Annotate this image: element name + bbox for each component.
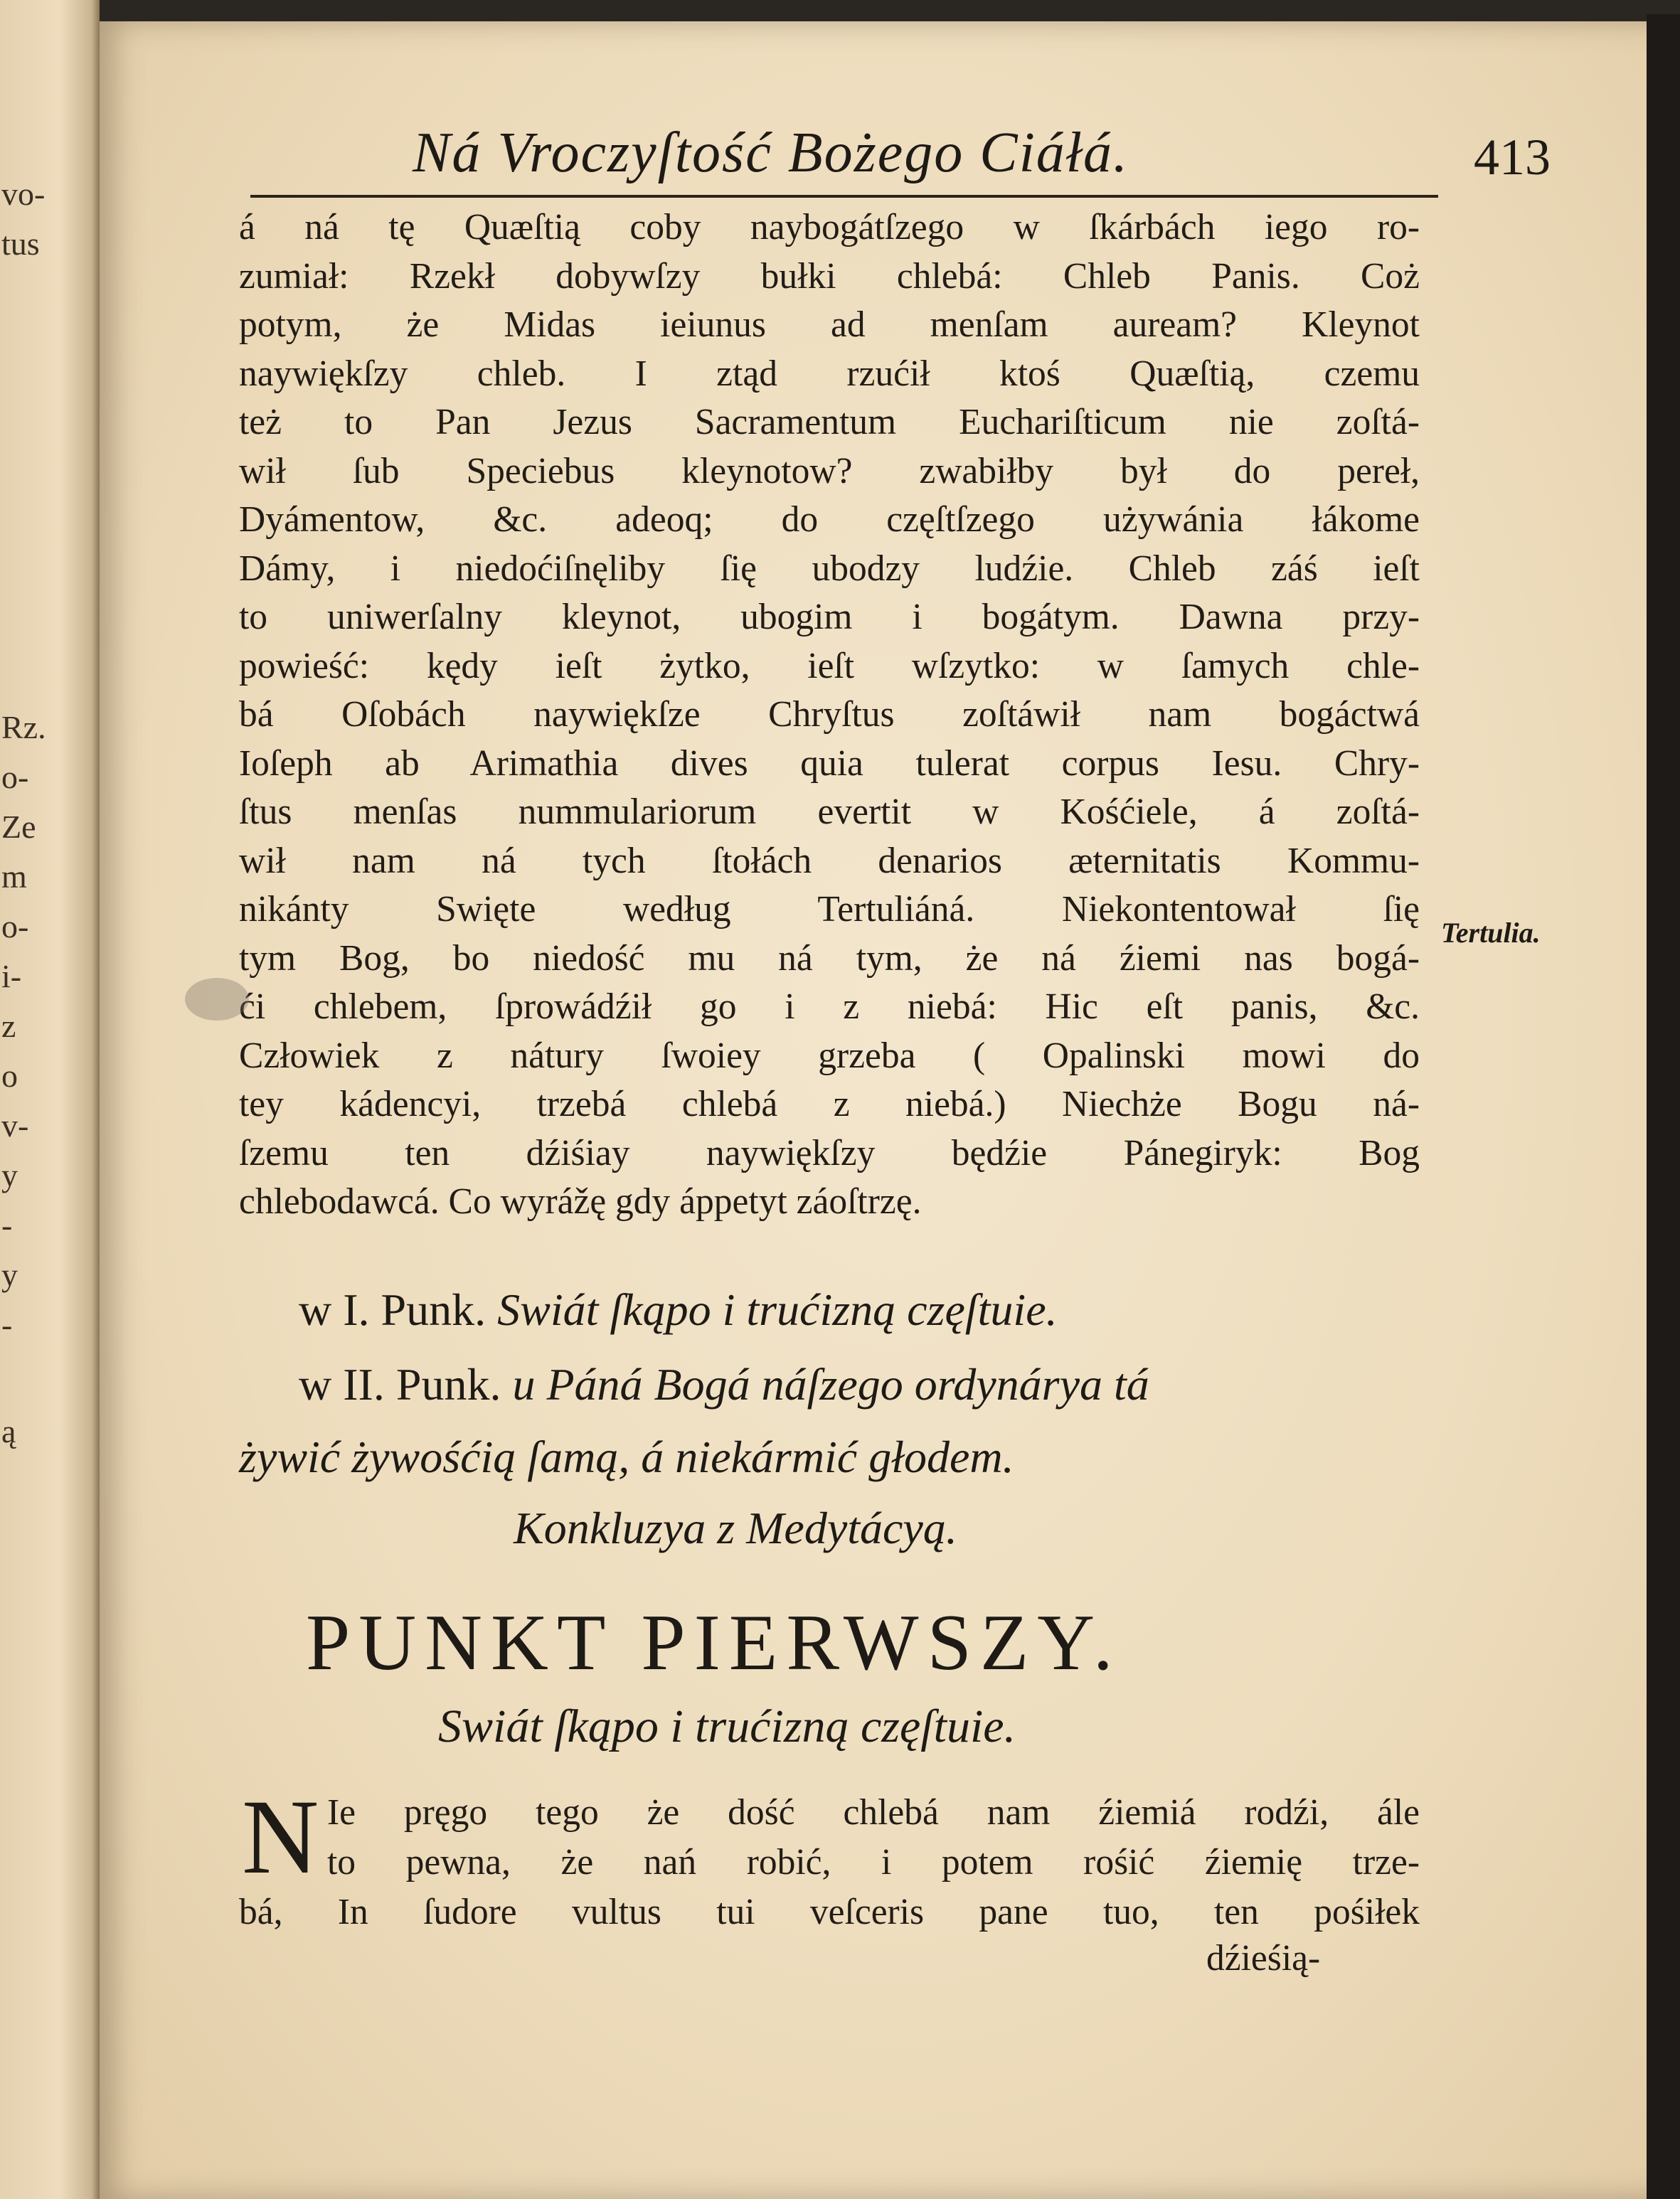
- punkt-line-4: [514, 1502, 957, 1555]
- text-line: bá Oſobách naywiękſze Chryſtus zoſtáwił nam bogáctwá: [239, 694, 1420, 735]
- text-line: Człowiek z nátury ſwoiey grzeba ( Opalinski mowi do: [239, 1035, 1420, 1076]
- margin-fragment: v-: [1, 1107, 29, 1144]
- margin-fragment: o: [1, 1058, 18, 1094]
- punkt-line-prefix: w I. Punk.: [299, 1284, 487, 1335]
- margin-fragment: o-: [1, 908, 29, 944]
- text-line: tey kádencyi, trzebá chlebá z niebá.) Niechże Bogu ná-: [239, 1084, 1420, 1124]
- margin-fragment: ą: [1, 1413, 16, 1449]
- text-line: á ná tę Quæſtią coby naybogátſzego w ſkárbách iego ro-: [239, 207, 1420, 247]
- text-line: powieść: kędy ieſt żytko, ieſt wſzytko: w ſamych chle-: [239, 645, 1420, 686]
- punkt-line-1: [299, 1284, 1058, 1336]
- margin-fragment: z: [1, 1008, 16, 1044]
- punkt-line-text: żywić żywośćią ſamą, á niekármić głodem.: [239, 1432, 1014, 1482]
- text-line: potym, że Midas ieiunus ad menſam auream? Kleynot: [239, 304, 1420, 345]
- margin-fragment: y: [1, 1157, 18, 1193]
- section-subheading: Swiát ſkąpo i trućizną częſtuie.: [438, 1700, 1016, 1752]
- marginal-note: Tertulia.: [1441, 917, 1541, 949]
- punkt-line-text: Swiát ſkąpo i trućizną częſtuie.: [497, 1284, 1058, 1335]
- margin-fragment: i-: [1, 958, 22, 994]
- header-rule: [250, 195, 1438, 198]
- final-paragraph-indented: [327, 1788, 1420, 1887]
- text-line: to pewna, że nań robić, i potem rośić źiemię trze-: [327, 1842, 1420, 1883]
- catchword: dźieśią-: [1206, 1938, 1321, 1979]
- margin-fragment: vo-: [1, 176, 46, 212]
- margin-fragment: m: [1, 858, 27, 895]
- margin-fragment: tus: [1, 225, 40, 262]
- text-line: Dyámentow, &c. adeoq; do częſtſzego używánia łákome: [239, 499, 1420, 540]
- running-header: Ná Vroczyſtość Bożego Ciáłá.: [413, 122, 1129, 184]
- book-edge-shadow: [1647, 14, 1680, 2199]
- text-line: tym Bog, bo niedość mu ná tym, że ná źiemi nas bogá-: [239, 937, 1420, 979]
- margin-fragment: Rz.: [1, 709, 46, 745]
- margin-fragment: o-: [1, 759, 29, 795]
- margin-fragment: -: [1, 1306, 13, 1343]
- margin-fragment: -: [1, 1207, 13, 1243]
- text-line: też to Pan Jezus Sacramentum Euchariſticum nie zoſtá-: [239, 402, 1420, 442]
- text-line: wił ſub Speciebus kleynotow? zwabiłby był do pereł,: [239, 450, 1420, 491]
- text-line: to uniwerſalny kleynot, ubogim i bogátym. Dawna przy-: [239, 597, 1420, 637]
- drop-capital: N: [242, 1778, 319, 1896]
- text-line: zumiał: Rzekł dobywſzy bułki chlebá: Chleb Panis. Coż: [239, 255, 1420, 297]
- text-line: naywiękſzy chleb. I ztąd rzućił ktoś Quæſtią, czemu: [239, 353, 1420, 394]
- text-line: Dámy, i niedoćiſnęliby ſię ubodzy ludźie. Chleb záś ieſt: [239, 548, 1420, 589]
- text-line: Ie pręgo tego że dość chlebá nam źiemiá rodźi, ále: [327, 1792, 1420, 1833]
- punkt-line-2: [299, 1358, 1149, 1411]
- text-line: Ioſeph ab Arimathia dives quia tulerat corpus Iesu. Chry-: [239, 742, 1420, 784]
- punkt-line-text: Konkluzya z Medytácyą.: [514, 1503, 957, 1553]
- text-line: chlebodawcá. Co wyrážę gdy áppetyt záoſtrzę.: [239, 1181, 922, 1222]
- text-line: nikánty Swięte według Tertuliáná. Niekontentował ſię: [239, 889, 1420, 930]
- text-line: ći chlebem, ſprowádźił go i z niebá: Hic eſt panis, &c.: [239, 986, 1420, 1027]
- final-paragraph: [239, 1887, 1420, 1937]
- text-line: bá, In ſudore vultus tui veſceris pane tuo, ten pośiłek: [239, 1892, 1420, 1932]
- body-paragraph: [239, 203, 1420, 1227]
- text-line: ſtus menſas nummulariorum evertit w Kośćiele, á zoſtá-: [239, 792, 1420, 832]
- section-heading: PUNKT PIERWSZY.: [306, 1599, 1122, 1687]
- page-number: 413: [1474, 129, 1551, 186]
- margin-fragment: Ze: [1, 809, 36, 845]
- text-line: wił nam ná tych ſtołách denarios æternitatis Kommu-: [239, 840, 1420, 881]
- punkt-line-prefix: w II. Punk.: [299, 1359, 501, 1410]
- book-page: [100, 21, 1680, 2199]
- margin-fragment: y: [1, 1257, 18, 1293]
- ink-stain: [185, 978, 249, 1021]
- punkt-line-text: u Páná Bogá náſzego ordynárya tá: [512, 1359, 1149, 1410]
- punkt-line-3: [239, 1431, 1014, 1484]
- previous-page-edge: [0, 0, 100, 2199]
- text-line: ſzemu ten dźiśiay naywiękſzy będźie Pánegiryk: Bog: [239, 1132, 1420, 1173]
